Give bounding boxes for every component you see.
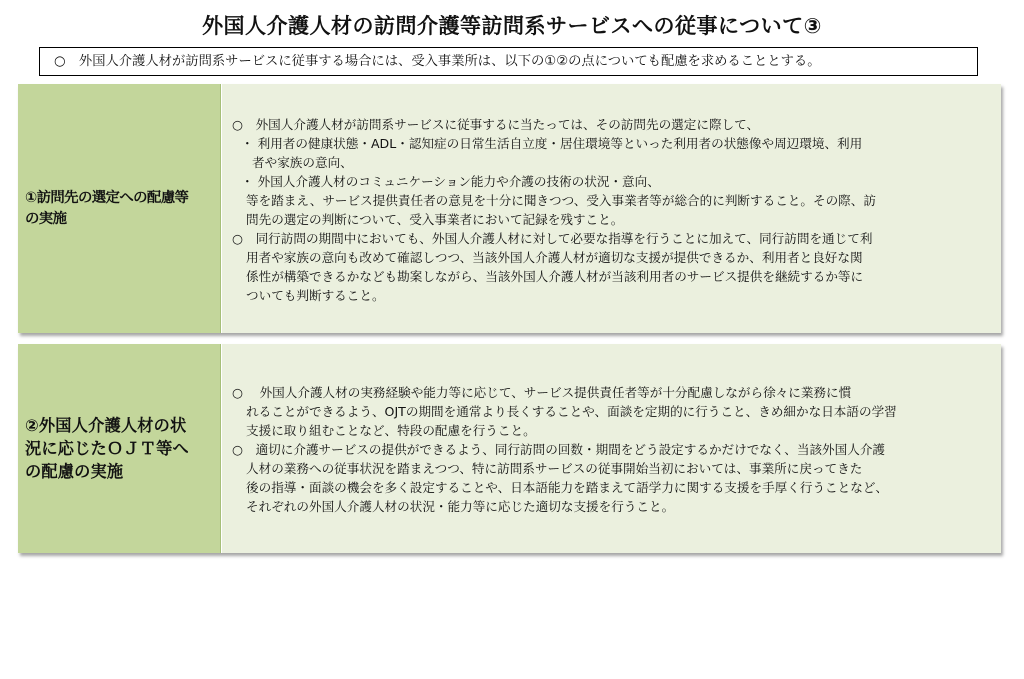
section-1-line: 等を踏まえ、サービス提供責任者の意見を十分に聞きつつ、受入事業者等が総合的に判断すること。その際、訪 [246, 193, 876, 208]
section-2-line: ○ 適切に介護サービスの提供ができるよう、同行訪問の回数・期間をどう設定するかだけでなく、当該外国人介護 [232, 442, 886, 457]
section-2-label-line: の配慮の実施 [25, 462, 124, 481]
section-1-line: ○ 外国人介護人材が訪問系サービスに従事するに当たっては、その訪問先の選定に際して、 [232, 117, 760, 132]
section-2-line: ○ 外国人介護人材の実務経験や能力等に応じて、サービス提供責任者等が十分配慮しながら徐々に業務に慣 [232, 385, 852, 400]
section-2-label-line: 況に応じたＯＪＴ等へ [25, 439, 189, 458]
section-2-line: それぞれの外国人介護人材の状況・能力等に応じた適切な支援を行うこと。 [246, 499, 675, 514]
section-1-line: 問先の選定の判断について、受入事業者において記録を残すこと。 [246, 212, 624, 227]
section-1-line: ついても判断すること。 [246, 288, 385, 303]
section-2-line: 人材の業務への従事状況を踏まえつつ、特に訪問系サービスの従事開始当初においては、事業所に戻ってきた [246, 461, 863, 476]
section-1-line: ○ 同行訪問の期間中においても、外国人介護人材に対して必要な指導を行うことに加えて、同行訪問を通じて利 [232, 231, 873, 246]
intro-box: ○ 外国人介護人材が訪問系サービスに従事する場合には、受入事業所は、以下の①②の点についても配慮を求めることとする。 [39, 47, 978, 76]
section-1-line: 者や家族の意向、 [252, 155, 353, 170]
section-2-line: 支援に取り組むことなど、特段の配慮を行うこと。 [246, 423, 536, 438]
section-2-content [222, 344, 1001, 553]
section-2-label-line: ②外国人介護人材の状 [25, 416, 187, 435]
section-1-label-line: の実施 [25, 210, 67, 227]
section-1 [18, 84, 1001, 333]
section-1-line: 係性が構築できるかなども勘案しながら、当該外国人介護人材が当該利用者のサービス提供を継続するか等に [246, 269, 864, 284]
page-title: 外国人介護人材の訪問介護等訪問系サービスへの従事について③ [202, 14, 822, 38]
section-2-line: 後の指導・面談の機会を多く設定することや、日本語能力を踏まえて語学力に関する支援を手厚く行うことなど、 [246, 480, 889, 495]
section-1-line: 用者や家族の意向も改めて確認しつつ、当該外国人介護人材が適切な支援が提供できるか、利用者と良好な関 [246, 250, 863, 265]
section-1-line: ・ 外国人介護人材のコミュニケーション能力や介護の技術の状況・意向、 [241, 174, 660, 189]
section-2-label [18, 344, 221, 553]
section-1-content [222, 84, 1001, 333]
section-2 [18, 344, 1001, 553]
section-1-label [18, 84, 221, 333]
section-2-line: れることができるよう、OJTの期間を通常より長くすることや、面談を定期的に行うこと、きめ細かな日本語の学習 [246, 404, 897, 419]
section-1-label-line: ①訪問先の選定への配慮等 [25, 189, 189, 206]
section-1-line: ・ 利用者の健康状態・ADL・認知症の日常生活自立度・居住環境等といった利用者の状態像や周辺環境、利用 [241, 136, 863, 151]
